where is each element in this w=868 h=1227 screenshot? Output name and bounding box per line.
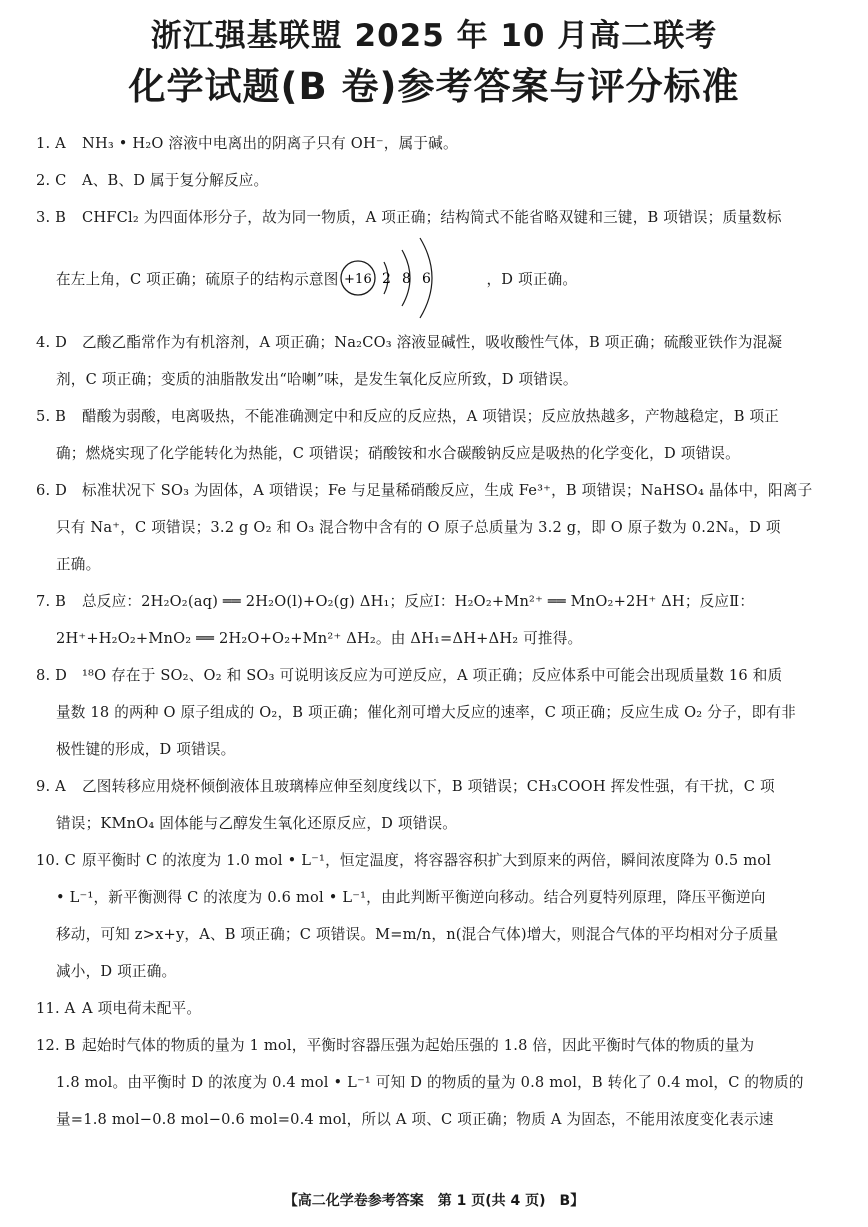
answer-number: 4. D xyxy=(36,334,68,351)
answer-text: 在左上角，C 项正确；硫原子的结构示意图 xyxy=(56,271,339,288)
answer-text: 2H⁺+H₂O₂+MnO₂ ══ 2H₂O+O₂+Mn²⁺ ΔH₂。由 ΔH₁=ΔH+ΔH₂ 可推得。 xyxy=(56,630,583,647)
answer-7 xyxy=(36,583,832,657)
answer-5 xyxy=(36,398,832,472)
answer-1 xyxy=(36,125,832,162)
answer-number: 11. A xyxy=(36,1000,76,1017)
answer-4 xyxy=(36,324,832,398)
answer-text: 减小，D 项正确。 xyxy=(56,963,177,980)
answer-text: 乙图转移应用烧杯倾倒液体且玻璃棒应伸至刻度线以下，B 项错误；CH₃COOH 挥发性强，有干扰，C 项 xyxy=(82,778,775,795)
answer-6 xyxy=(36,472,832,583)
answer-text: NH₃ • H₂O 溶液中电离出的阴离子只有 OH⁻，属于碱。 xyxy=(82,135,458,152)
answer-text: CHFCl₂ 为四面体形分子，故为同一物质，A 项正确；结构简式不能省略双键和三键，B 项错误；质量数标 xyxy=(82,209,782,226)
page-footer: 【高二化学卷参考答案 第 1 页(共 4 页) B】 xyxy=(283,1193,585,1209)
nucleus-charge: +16 xyxy=(343,272,373,287)
answer-text: 正确。 xyxy=(56,556,101,573)
answer-text: 醋酸为弱酸，电离吸热，不能准确测定中和反应的反应热，A 项错误；反应放热越多，产物越稳定，B 项正 xyxy=(82,408,780,425)
answer-12 xyxy=(36,1027,832,1138)
page-subtitle: 化学试题(B 卷)参考答案与评分标准 xyxy=(128,65,740,108)
answer-text: 总反应：2H₂O₂(aq) ══ 2H₂O(l)+O₂(g) ΔH₁；反应Ⅰ：H₂O₂+Mn²⁺ ══ MnO₂+2H⁺ ΔH；反应Ⅱ： xyxy=(82,593,755,610)
sulfur-atom-structure-diagram xyxy=(336,232,486,328)
page-title: 浙江强基联盟 2025 年 10 月高二联考 xyxy=(150,18,718,54)
shell-electrons-1: 2 xyxy=(382,271,392,287)
answer-number: 10. C xyxy=(36,852,77,869)
answer-text: • L⁻¹，新平衡测得 C 的浓度为 0.6 mol • L⁻¹，由此判断平衡逆向移动。结合列夏特列原理，降压平衡逆向 xyxy=(56,889,766,906)
answer-text: 确；燃烧实现了化学能转化为热能，C 项错误；硝酸铵和水合碳酸钠反应是吸热的化学变化，D 项错误。 xyxy=(56,445,740,462)
answer-text: 剂，C 项正确；变质的油脂散发出“哈喇”味，是发生氧化反应所致，D 项错误。 xyxy=(56,371,578,388)
answer-8 xyxy=(36,657,832,768)
answer-text: 量=1.8 mol−0.8 mol−0.6 mol=0.4 mol，所以 A 项、C 项正确；物质 A 为固态，不能用浓度变化表示速 xyxy=(56,1111,774,1128)
answer-number: 6. D xyxy=(36,482,68,499)
answer-text: ¹⁸O 存在于 SO₂、O₂ 和 SO₃ 可说明该反应为可逆反应，A 项正确；反应体系中可能会出现质量数 16 和质 xyxy=(82,667,783,684)
answer-text: 移动，可知 z>x+y，A、B 项正确；C 项错误。M=m/n，n(混合气体)增大，则混合气体的平均相对分子质量 xyxy=(56,926,779,943)
answer-9 xyxy=(36,768,832,842)
answer-text: 只有 Na⁺，C 项错误；3.2 g O₂ 和 O₃ 混合物中含有的 O 原子总质量为 3.2 g，即 O 原子数为 0.2Nₐ，D 项 xyxy=(56,519,781,536)
answer-3 xyxy=(36,199,832,324)
answer-text: 错误；KMnO₄ 固体能与乙醇发生氧化还原反应，D 项错误。 xyxy=(56,815,458,832)
answer-text: 极性键的形成，D 项错误。 xyxy=(56,741,236,758)
answer-text: A 项电荷未配平。 xyxy=(82,1000,202,1017)
answer-text: ，D 项正确。 xyxy=(486,271,578,288)
answer-number: 7. B xyxy=(36,593,67,610)
answer-number: 8. D xyxy=(36,667,68,684)
answer-text: 量数 18 的两种 O 原子组成的 O₂，B 项正确；催化剂可增大反应的速率，C 项正确；反应生成 O₂ 分子，即有非 xyxy=(56,704,796,721)
answer-text: A、B、D 属于复分解反应。 xyxy=(82,172,269,189)
answer-text: 1.8 mol。由平衡时 D 的浓度为 0.4 mol • L⁻¹ 可知 D 的物质的量为 0.8 mol，B 转化了 0.4 mol，C 的物质的 xyxy=(56,1074,804,1091)
answer-list xyxy=(36,125,832,1138)
answer-text: 乙酸乙酯常作为有机溶剂，A 项正确；Na₂CO₃ 溶液显碱性，吸收酸性气体，B 项正确；硫酸亚铁作为混凝 xyxy=(82,334,783,351)
answer-number: 2. C xyxy=(36,172,67,189)
answer-11 xyxy=(36,990,832,1027)
answer-number: 9. A xyxy=(36,778,66,795)
answer-2 xyxy=(36,162,832,199)
answer-number: 1. A xyxy=(36,135,66,152)
answer-number: 3. B xyxy=(36,209,67,226)
answer-10 xyxy=(36,842,832,990)
shell-electrons-2: 8 xyxy=(402,271,412,287)
answer-number: 12. B xyxy=(36,1037,76,1054)
answer-text: 原平衡时 C 的浓度为 1.0 mol • L⁻¹，恒定温度，将容器容积扩大到原来的两倍，瞬间浓度降为 0.5 mol xyxy=(82,852,772,869)
shell-electrons-3: 6 xyxy=(422,271,432,287)
answer-text: 起始时气体的物质的量为 1 mol，平衡时容器压强为起始压强的 1.8 倍，因此平衡时气体的物质的量为 xyxy=(82,1037,755,1054)
answer-number: 5. B xyxy=(36,408,67,425)
answer-text: 标准状况下 SO₃ 为固体，A 项错误；Fe 与足量稀硝酸反应，生成 Fe³⁺，B 项错误；NaHSO₄ 晶体中，阳离子 xyxy=(82,482,813,499)
